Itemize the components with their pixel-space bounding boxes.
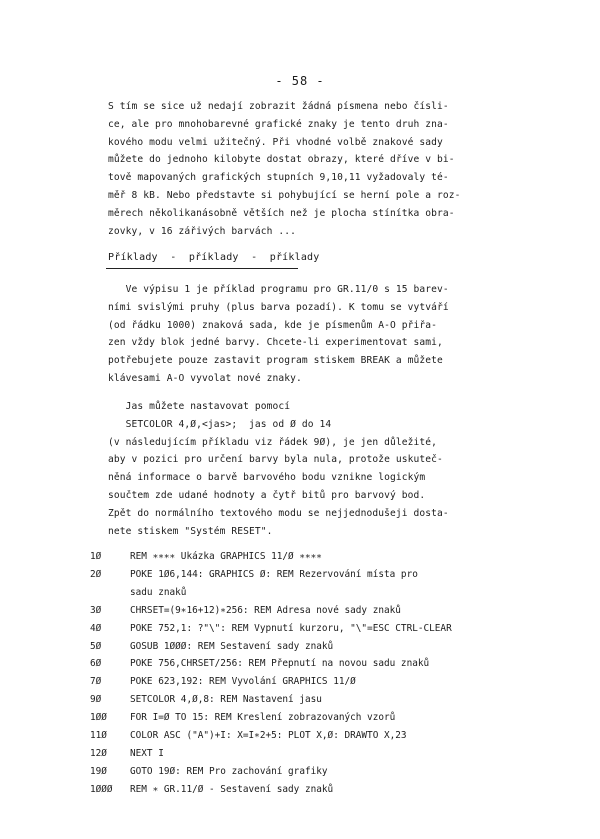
line-code: SETCOLOR 4,Ø,8: REM Nastavení jasu — [130, 694, 322, 706]
line-code: GOTO 19Ø: REM Pro zachování grafiky — [130, 765, 328, 777]
text-line: tově mapovaných grafických stupních 9,10,11 vyžadovaly té- — [108, 172, 449, 184]
heading-underline — [106, 268, 298, 269]
listing-line — [90, 602, 520, 620]
example-paragraph — [108, 281, 508, 388]
listing-line — [90, 638, 520, 656]
listing-line — [90, 763, 520, 781]
line-number: 9Ø — [90, 694, 102, 706]
text-line: Ve výpisu 1 je příklad programu pro GR.11/0 s 15 barev- — [108, 284, 449, 295]
line-number: 19Ø — [90, 765, 107, 777]
text-line: (v následujícím příkladu viz řádek 9Ø), je jen důležité, — [108, 436, 438, 448]
intro-paragraph — [108, 98, 508, 240]
line-code: FOR I=Ø TO 15: REM Kreslení zobrazovaných vzorů — [130, 712, 396, 724]
line-code: GOSUB 1ØØØ: REM Sestavení sady znaků — [130, 640, 334, 652]
text-line: měř 8 kB. Nebo představte si pohybující se herní pole a roz- — [108, 189, 461, 201]
listing-line — [90, 727, 520, 745]
listing-line — [90, 584, 520, 602]
line-number: 7Ø — [90, 676, 102, 688]
text-line: potřebujete pouze zastavit program stiskem BREAK a můžete — [108, 355, 443, 367]
text-line: kového modu velmi užitečný. Při vhodné volbě znakové sady — [108, 136, 443, 148]
line-code: POKE 756,CHRSET/256: REM Přepnutí na novou sadu znaků — [130, 658, 430, 670]
program-listing — [90, 548, 520, 799]
listing-line — [90, 548, 520, 566]
text-line: SETCOLOR 4,Ø,<jas>; jas od Ø do 14 — [108, 418, 332, 430]
line-number: 1ØØØ — [90, 783, 113, 795]
listing-line — [90, 620, 520, 638]
line-number: 1Ø — [90, 551, 102, 562]
line-number: 12Ø — [90, 747, 107, 759]
line-number: 11Ø — [90, 730, 107, 742]
text-line: Zpět do normálního textového modu se nejjednodušeji dosta- — [108, 507, 449, 519]
line-number: 2Ø — [90, 568, 102, 580]
line-code: NEXT I — [130, 747, 164, 759]
line-number — [90, 584, 130, 602]
line-number: 3Ø — [90, 604, 102, 616]
listing-line — [90, 781, 520, 799]
text-line: Jas můžete nastavovat pomocí — [108, 401, 291, 412]
text-line: klávesami A-O vyvolat nové znaky. — [108, 372, 302, 384]
text-line: zovky, v 16 zářivých barvách ... — [108, 225, 297, 237]
section-heading: Příklady - příklady - příklady — [108, 252, 320, 263]
listing-line — [90, 655, 520, 673]
text-line: aby v pozici pro určení barvy byla nula, protože uskuteč- — [108, 454, 443, 466]
listing-line — [90, 566, 520, 584]
text-line: ce, ale pro mnohobarevné grafické znaky je tento druh zna- — [108, 118, 449, 130]
line-number: 5Ø — [90, 640, 102, 652]
text-line: můžete do jednoho kilobyte dostat obrazy, které dříve v bi- — [108, 154, 455, 166]
line-code: REM ∗ GR.11/Ø - Sestavení sady znaků — [130, 783, 334, 795]
text-line: součtem zde udané hodnoty a čytř bitů pro barvový bod. — [108, 489, 426, 501]
text-line: S tím se sice už nedají zobrazit žádná písmena nebo čísli- — [108, 101, 449, 112]
line-number: 4Ø — [90, 622, 102, 634]
line-code: REM ∗∗∗∗ Ukázka GRAPHICS 11/Ø ∗∗∗∗ — [130, 551, 322, 562]
line-code: COLOR ASC ("A")+I: X=I∗2+5: PLOT X,Ø: DRAWTO X,23 — [130, 730, 407, 742]
text-line: (od řádku 1000) znaková sada, kde je písmenům A-O přiřa- — [108, 319, 438, 331]
listing-line — [90, 745, 520, 763]
listing-line — [90, 673, 520, 691]
line-number: 6Ø — [90, 658, 102, 670]
page-number: - 58 - — [275, 74, 325, 88]
line-code: sadu znaků — [130, 586, 187, 598]
text-line: zen vždy blok jedné barvy. Chcete-li experimentovat sami, — [108, 337, 443, 349]
text-line: měrech několikanásobně větších než je plocha stínítka obra- — [108, 207, 455, 219]
listing-line — [90, 709, 520, 727]
line-number: 1ØØ — [90, 712, 107, 724]
text-line: něná informace o barvě barvového bodu vznikne logickým — [108, 472, 426, 484]
line-code: POKE 623,192: REM Vyvolání GRAPHICS 11/Ø — [130, 676, 356, 688]
line-code: POKE 752,1: ?"\": REM Vypnutí kurzoru, "\"=ESC CTRL-CLEAR — [130, 622, 452, 634]
text-line: ními svislými pruhy (plus barva pozadí). K tomu se vytváří — [108, 301, 449, 313]
line-code: CHRSET=(9∗16+12)∗256: REM Adresa nové sady znaků — [130, 604, 401, 616]
listing-line — [90, 691, 520, 709]
brightness-paragraph — [108, 398, 508, 540]
text-line: nete stiskem "Systém RESET". — [108, 525, 273, 537]
line-code: POKE 1Ø6,144: GRAPHICS Ø: REM Rezervování místa pro — [130, 568, 418, 580]
